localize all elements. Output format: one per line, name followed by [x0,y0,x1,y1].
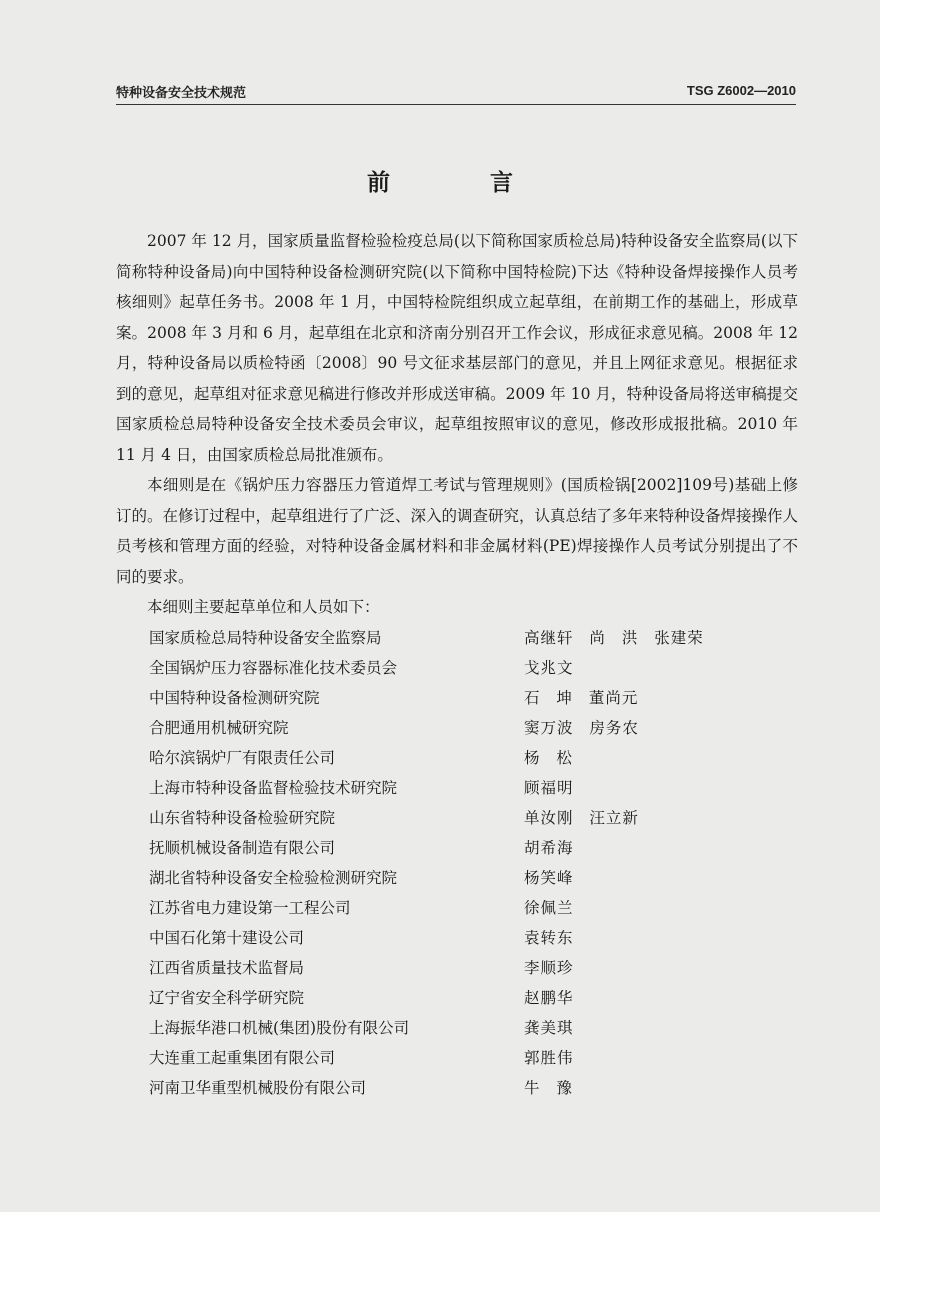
unit-people: 窦万波 房务农 [524,718,639,737]
list-item [116,653,798,683]
list-item [116,923,798,953]
paragraph-revision-basis: 本细则是在《锅炉压力容器压力管道焊工考试与管理规则》(国质检锅[2002]109号)基础上修订的。在修订过程中，起草组进行了广泛、深入的调查研究，认真总结了多年来特种设备焊接操作人员考核和管理方面的经验，对特种设备金属材料和非金属材料(PE)焊接操作人员考试分别提出了不同的要求。 [116,476,799,586]
unit-name: 山东省特种设备检验研究院 [149,808,336,827]
unit-name: 大连重工起重集团有限公司 [149,1048,336,1067]
list-item [116,893,798,923]
unit-name: 河南卫华重型机械股份有限公司 [149,1078,367,1097]
list-item [116,953,798,983]
list-item [116,1043,798,1073]
unit-people: 杨 松 [524,748,573,767]
unit-people: 龚美琪 [524,1018,574,1037]
unit-name: 合肥通用机械研究院 [149,718,289,737]
page-body [116,226,798,1103]
unit-name: 上海振华港口机械(集团)股份有限公司 [149,1018,410,1037]
list-item [116,1073,798,1103]
unit-people: 徐佩兰 [524,898,574,917]
list-item [116,623,798,653]
unit-name: 江苏省电力建设第一工程公司 [149,898,351,917]
list-item [116,683,798,713]
list-item [116,743,798,773]
unit-people: 石 坤 董尚元 [524,688,639,707]
list-item [116,803,798,833]
unit-name: 国家质检总局特种设备安全监察局 [149,628,382,647]
unit-people: 高继轩 尚 洪 张建荣 [524,628,704,647]
running-header [116,78,796,105]
unit-name: 抚顺机械设备制造有限公司 [149,838,336,857]
unit-people: 郭胜伟 [524,1048,574,1067]
unit-people: 牛 豫 [524,1078,573,1097]
unit-name: 辽宁省安全科学研究院 [149,988,305,1007]
unit-name: 江西省质量技术监督局 [149,958,305,977]
unit-people: 袁转东 [524,928,574,947]
header-standard-number: TSG Z6002—2010 [686,83,796,98]
unit-people: 戈兆文 [524,658,574,677]
paragraph-drafting-history: 2007 年 12 月，国家质量监督检验检疫总局(以下简称国家质检总局)特种设备安全监察局(以下简称特种设备局)向中国特种设备检测研究院(以下简称中国特检院)下达《特种设备焊接操作人员考核细则》起草任务书。2008 年 1 月，中国特检院组织成立起草组，在前期工作的基础上，形成草案。2008 年 3 月和 6 月，起草组在北京和济南分别召开工作会议，形成征求意见稿。2008 年 12 月，特种设备局以质检特函〔2008〕90 号文征求基层部门的意见，并且上网征求意见。根据征求到的意见，起草组对征求意见稿进行修改并形成送审稿。2009 年 10 月，特种设备局将送审稿提交国家质检总局特种设备安全技术委员会审议，起草组按照审议的意见，修改形成报批稿。2010 年 11 月 4 日，由国家质检总局批准颁布。 [116,232,798,464]
unit-people: 赵鹏华 [524,988,574,1007]
list-item [116,833,798,863]
unit-people: 顾福明 [524,778,574,797]
unit-people: 李顺珍 [524,958,574,977]
list-item [116,863,798,893]
drafting-units-list [116,623,798,1103]
list-item [116,983,798,1013]
unit-name: 哈尔滨锅炉厂有限责任公司 [149,748,336,767]
unit-people: 杨笑峰 [524,868,574,887]
list-item [116,1013,798,1043]
unit-people: 单汝刚 汪立新 [524,808,639,827]
unit-name: 湖北省特种设备安全检验检测研究院 [149,868,398,887]
list-item [116,773,798,803]
unit-name: 上海市特种设备监督检验技术研究院 [149,778,398,797]
unit-name: 中国石化第十建设公司 [149,928,305,947]
unit-name: 中国特种设备检测研究院 [149,688,320,707]
drafting-units-intro: 本细则主要起草单位和人员如下： [147,598,380,616]
list-item [116,713,798,743]
header-series-title: 特种设备安全技术规范 [116,86,247,101]
unit-people: 胡希海 [524,838,574,857]
page-title: 前 言 [366,170,559,196]
unit-name: 全国锅炉压力容器标准化技术委员会 [149,658,398,677]
